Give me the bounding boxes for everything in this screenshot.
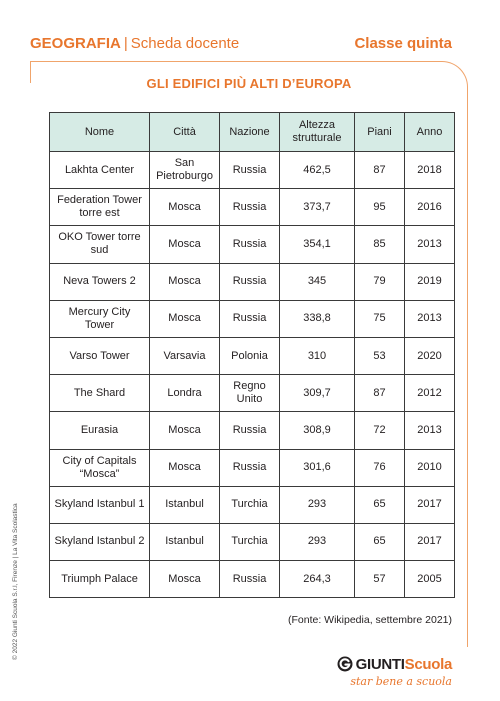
cell-height: 345 [280, 263, 355, 300]
cell-country: Russia [220, 226, 280, 263]
table-row [50, 337, 455, 374]
cell-name: Varso Tower [50, 337, 150, 374]
cell-year: 2017 [405, 486, 455, 523]
column-header-year: Anno [405, 113, 455, 152]
table-row [50, 263, 455, 300]
cell-year: 2020 [405, 337, 455, 374]
cell-floors: 87 [355, 375, 405, 412]
column-header-city: Città [150, 113, 220, 152]
cell-name: Triumph Palace [50, 561, 150, 598]
cell-country: Russia [220, 300, 280, 337]
cell-floors: 76 [355, 449, 405, 486]
cell-city: Mosca [150, 300, 220, 337]
cell-height: 264,3 [280, 561, 355, 598]
giunti-g-logo-icon [337, 656, 353, 672]
cell-city: Mosca [150, 412, 220, 449]
cell-height: 338,8 [280, 300, 355, 337]
header-subject-group [30, 35, 239, 52]
cell-city: Mosca [150, 226, 220, 263]
cell-name: The Shard [50, 375, 150, 412]
logo-row [337, 654, 452, 674]
cell-height: 308,9 [280, 412, 355, 449]
cell-city: San Pietroburgo [150, 152, 220, 189]
cell-city: Londra [150, 375, 220, 412]
table-row [50, 226, 455, 263]
cell-year: 2013 [405, 226, 455, 263]
table-row [50, 561, 455, 598]
page-header [30, 35, 452, 57]
cell-name: Eurasia [50, 412, 150, 449]
table-title: GLI EDIFICI PIÙ ALTI D’EUROPA [146, 76, 352, 91]
cell-country: Russia [220, 263, 280, 300]
cell-city: Istanbul [150, 523, 220, 560]
giunti-scuola-logo [302, 654, 452, 694]
cell-city: Istanbul [150, 486, 220, 523]
cell-year: 2018 [405, 152, 455, 189]
cell-name: Lakhta Center [50, 152, 150, 189]
copyright-note: © 2022 Giunti Scuola S.r.l, Firenze | La Vita Scolastica [12, 503, 19, 660]
column-header-floors: Piani [355, 113, 405, 152]
cell-city: Mosca [150, 263, 220, 300]
cell-name: Skyland Istanbul 2 [50, 523, 150, 560]
cell-height: 293 [280, 523, 355, 560]
cell-country: Russia [220, 561, 280, 598]
cell-floors: 87 [355, 152, 405, 189]
cell-country: Turchia [220, 523, 280, 560]
cell-country: Russia [220, 449, 280, 486]
cell-country: Polonia [220, 337, 280, 374]
cell-year: 2017 [405, 523, 455, 560]
cell-city: Mosca [150, 189, 220, 226]
cell-floors: 72 [355, 412, 405, 449]
cell-city: Mosca [150, 449, 220, 486]
cell-year: 2005 [405, 561, 455, 598]
logo-wordmark [356, 656, 452, 673]
subject-label: GEOGRAFIA [30, 35, 121, 52]
table-row [50, 523, 455, 560]
table-row [50, 152, 455, 189]
table-row [50, 375, 455, 412]
cell-year: 2016 [405, 189, 455, 226]
cell-name: City of Capitals “Mosca” [50, 449, 150, 486]
cell-height: 373,7 [280, 189, 355, 226]
cell-height: 301,6 [280, 449, 355, 486]
cell-year: 2013 [405, 412, 455, 449]
table-row [50, 412, 455, 449]
table-row [50, 189, 455, 226]
class-label: Classe quinta [354, 35, 452, 52]
doc-type-label: Scheda docente [130, 35, 240, 52]
cell-year: 2019 [405, 263, 455, 300]
column-header-name: Nome [50, 113, 150, 152]
logo-brand: GIUNTI [355, 655, 405, 673]
cell-floors: 85 [355, 226, 405, 263]
cell-year: 2010 [405, 449, 455, 486]
source-note: (Fonte: Wikipedia, settembre 2021) [288, 614, 452, 626]
logo-tagline: star bene a scuola [350, 675, 452, 688]
cell-height: 354,1 [280, 226, 355, 263]
cell-name: Neva Towers 2 [50, 263, 150, 300]
cell-country: Regno Unito [220, 375, 280, 412]
table-row [50, 300, 455, 337]
cell-height: 310 [280, 337, 355, 374]
cell-name: OKO Tower torre sud [50, 226, 150, 263]
cell-name: Federation Tower torre est [50, 189, 150, 226]
cell-floors: 95 [355, 189, 405, 226]
cell-floors: 57 [355, 561, 405, 598]
cell-name: Mercury City Tower [50, 300, 150, 337]
cell-height: 309,7 [280, 375, 355, 412]
cell-country: Russia [220, 412, 280, 449]
cell-country: Russia [220, 189, 280, 226]
cell-floors: 65 [355, 486, 405, 523]
cell-floors: 75 [355, 300, 405, 337]
cell-city: Mosca [150, 561, 220, 598]
cell-year: 2012 [405, 375, 455, 412]
table-row [50, 486, 455, 523]
cell-country: Russia [220, 152, 280, 189]
tallest-buildings-table [49, 112, 455, 598]
cell-floors: 65 [355, 523, 405, 560]
cell-year: 2013 [405, 300, 455, 337]
cell-country: Turchia [220, 486, 280, 523]
column-header-height: Altezza strutturale [280, 113, 355, 152]
header-separator: | [123, 35, 128, 52]
table-row [50, 449, 455, 486]
cell-height: 293 [280, 486, 355, 523]
table-header-row [50, 113, 455, 152]
cell-floors: 79 [355, 263, 405, 300]
cell-city: Varsavia [150, 337, 220, 374]
cell-name: Skyland Istanbul 1 [50, 486, 150, 523]
cell-height: 462,5 [280, 152, 355, 189]
column-header-country: Nazione [220, 113, 280, 152]
cell-floors: 53 [355, 337, 405, 374]
logo-brand-accent: Scuola [404, 655, 452, 673]
